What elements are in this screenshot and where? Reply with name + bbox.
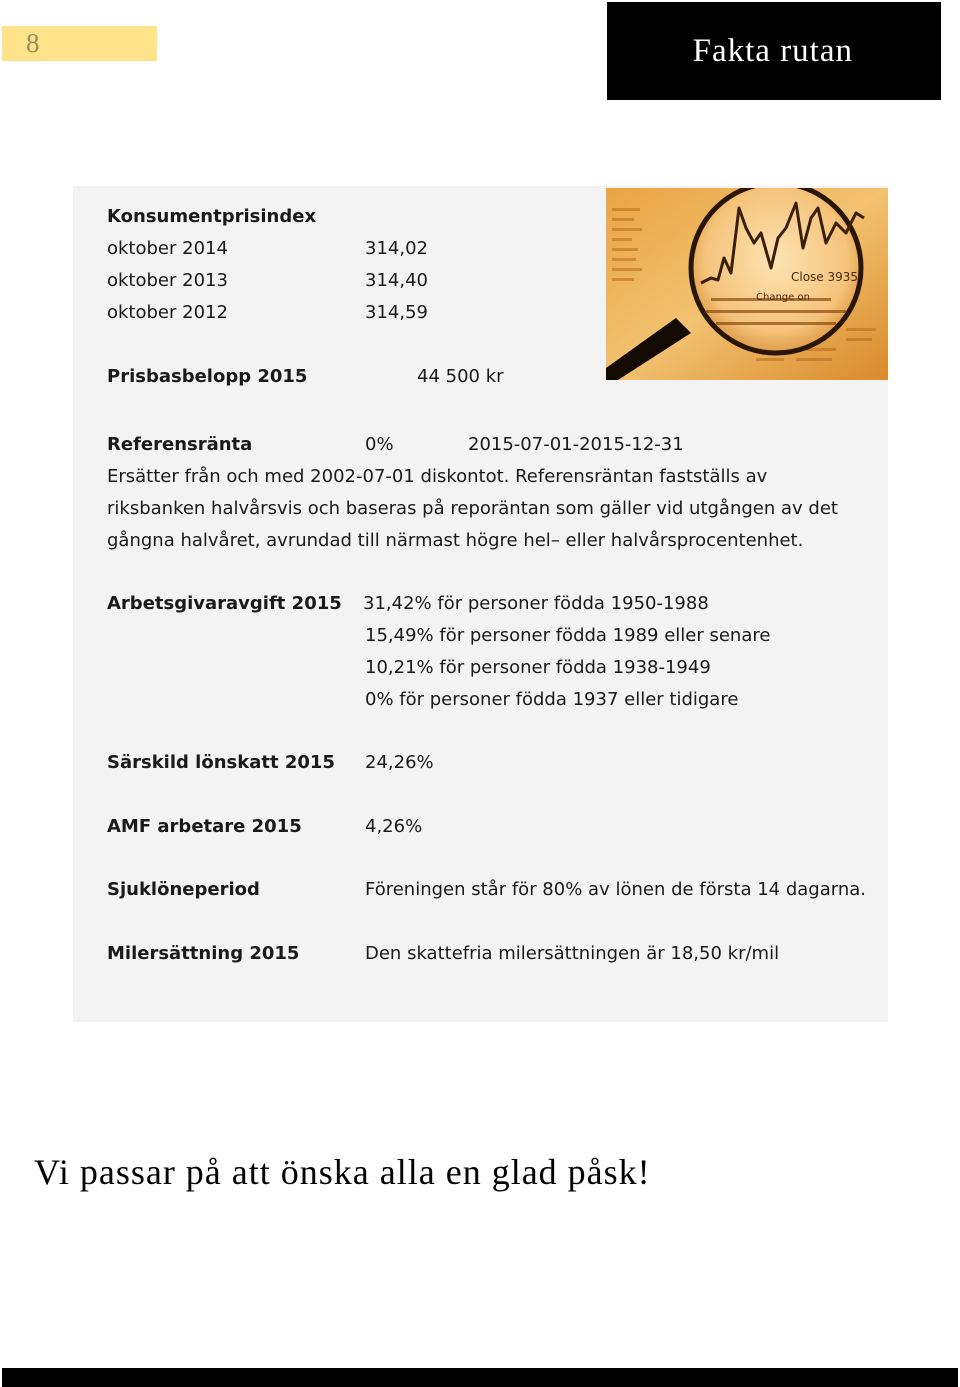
kpi-label: oktober 2013 — [107, 270, 228, 291]
milersattning-label: Milersättning 2015 — [107, 943, 300, 964]
kpi-heading: Konsumentprisindex — [107, 206, 317, 227]
photo-text-small: Change on — [756, 292, 810, 303]
photo-text-large: Close 3935 — [791, 270, 859, 284]
amf-label: AMF arbetare 2015 — [107, 816, 302, 837]
kpi-label: oktober 2012 — [107, 302, 228, 323]
easter-greeting: Vi passar på att önska alla en glad påsk! — [34, 1152, 651, 1192]
kpi-value: 314,02 — [365, 238, 428, 259]
kpi-value: 314,59 — [365, 302, 428, 323]
referensranta-description: Ersätter från och med 2002-07-01 diskontot. Referensräntan fastställs av riksbanken halvårsvis och baseras på reporäntan som gäller vid utgången av det gångna halvåret, avrundad till närmast högre hel– eller halvårsprocentenhet. — [107, 466, 838, 551]
page-number: 8 — [2, 26, 157, 61]
page-title: Fakta rutan — [607, 2, 941, 100]
sjukloneperiod-label: Sjuklöneperiod — [107, 879, 260, 900]
kpi-label: oktober 2014 — [107, 238, 228, 259]
referensranta-period: 2015-07-01-2015-12-31 — [468, 434, 684, 455]
referensranta-label: Referensränta — [107, 434, 253, 455]
prisbasbelopp-value: 44 500 kr — [417, 366, 504, 387]
milersattning-value: Den skattefria milersättningen är 18,50 kr/mil — [365, 943, 780, 964]
kpi-value: 314,40 — [365, 270, 428, 291]
sarskild-loneskatt-label: Särskild lönskatt 2015 — [107, 752, 335, 773]
arbetsgivaravgift-label: Arbetsgivaravgift 2015 — [107, 593, 342, 614]
arbetsgivaravgift-line: 10,21% för personer födda 1938-1949 — [365, 657, 711, 678]
footer-bar — [2, 1368, 958, 1387]
arbetsgivaravgift-line: 0% för personer födda 1937 eller tidigare — [365, 689, 739, 710]
arbetsgivaravgift-line: 31,42% för personer födda 1950-1988 — [363, 593, 709, 614]
sarskild-loneskatt-value: 24,26% — [365, 752, 434, 773]
prisbasbelopp-label: Prisbasbelopp 2015 — [107, 366, 308, 387]
arbetsgivaravgift-line: 15,49% för personer födda 1989 eller senare — [365, 625, 771, 646]
referensranta-value: 0% — [365, 434, 394, 455]
magnifying-glass-photo — [606, 188, 888, 380]
sjukloneperiod-value: Föreningen står för 80% av lönen de första 14 dagarna. — [365, 879, 867, 900]
amf-value: 4,26% — [365, 816, 423, 837]
